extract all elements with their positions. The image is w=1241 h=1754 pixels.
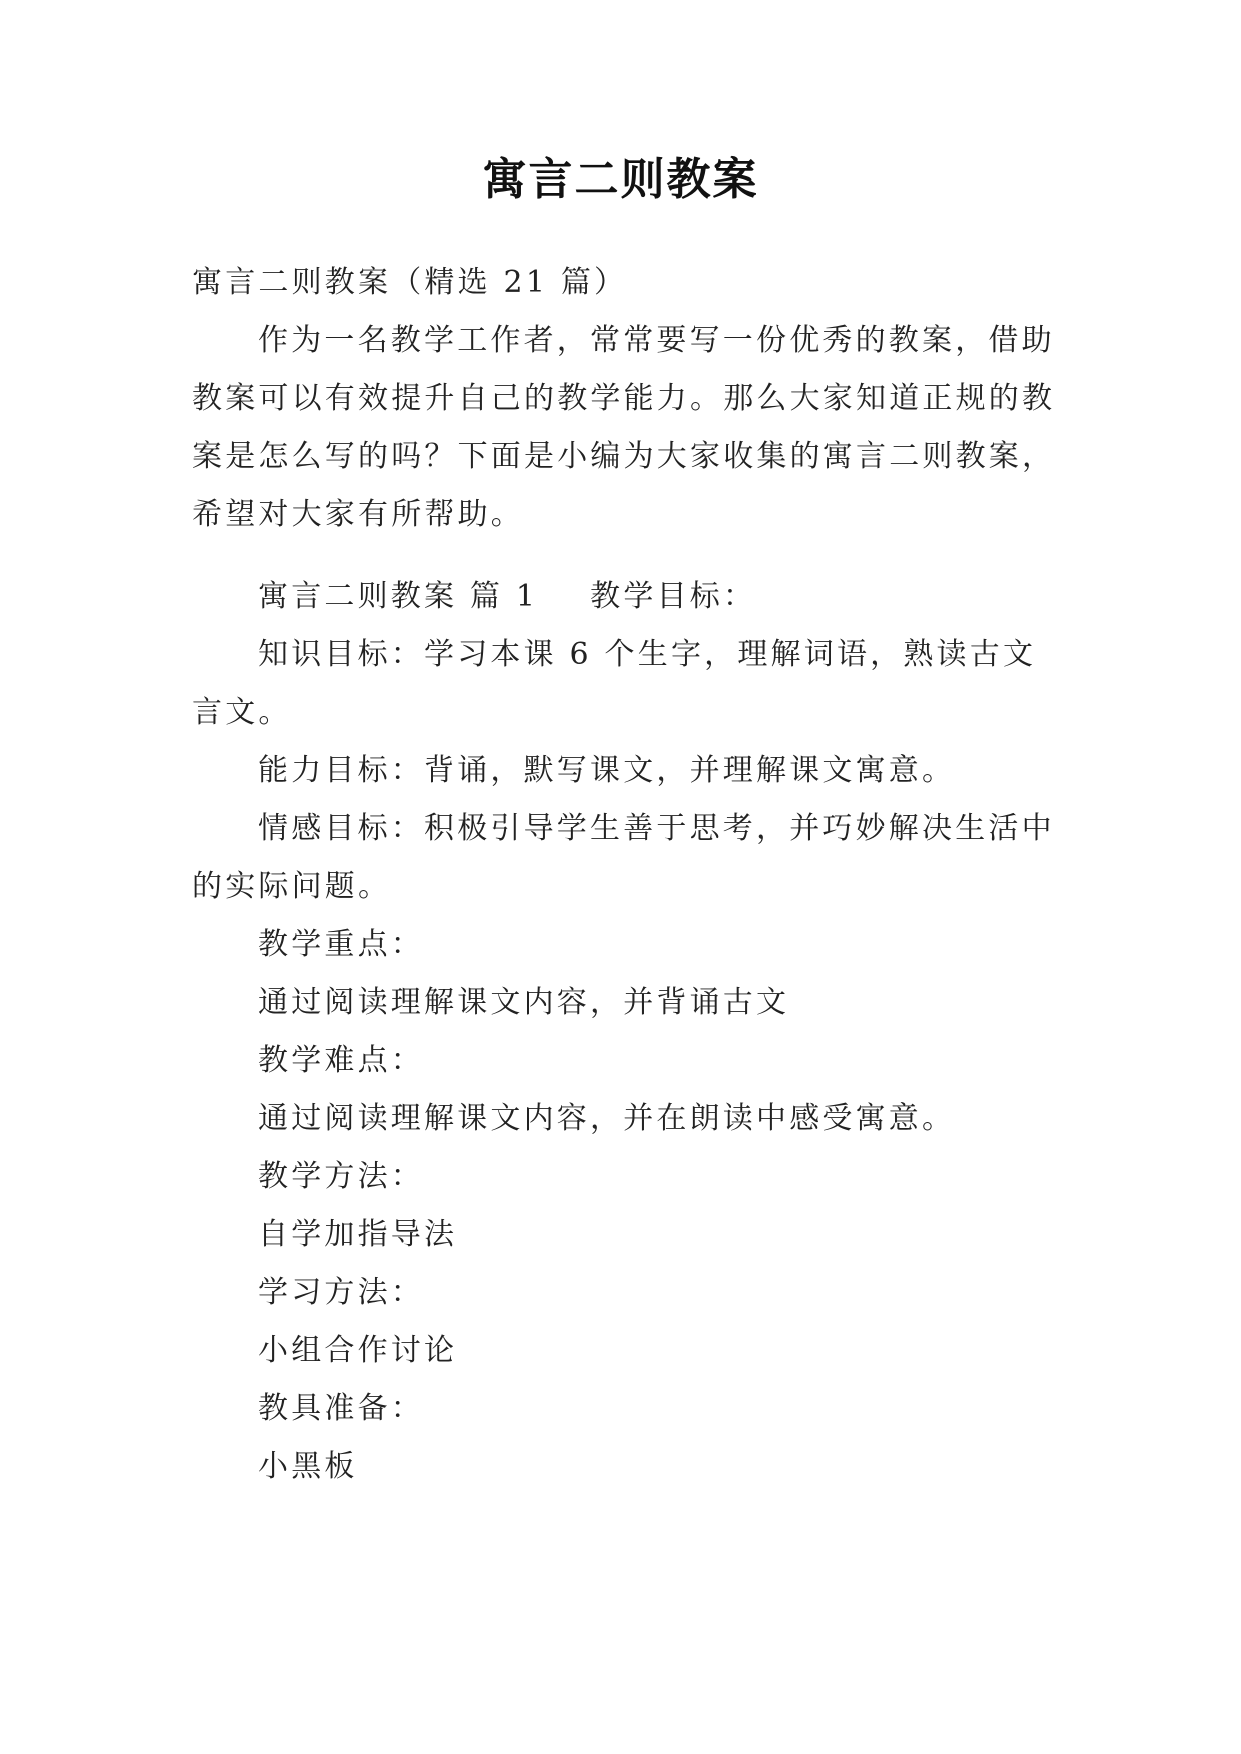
section-1: [192, 568, 1062, 1496]
subtitle: 寓言二则教案（精选 21 篇）: [192, 265, 628, 300]
method-label: 教学方法：: [258, 1159, 424, 1194]
knowledge-goal: 知识目标：学习本课 6 个生字，理解词语，熟读古文言文。: [192, 637, 1037, 730]
learning-label: 学习方法：: [258, 1275, 424, 1310]
intro-paragraph: 作为一名教学工作者，常常要写一份优秀的教案，借助教案可以有效提升自己的教学能力。那么大家知道正规的教案是怎么写的吗？下面是小编为大家收集的寓言二则教案，希望对大家有所帮助。: [192, 323, 1056, 532]
document-title: 寓言二则教案: [482, 154, 759, 205]
ability-goal: 能力目标：背诵，默写课文，并理解课文寓意。: [258, 753, 956, 788]
teaching-goals-label: 教学目标：: [590, 579, 757, 614]
learning: 小组合作讨论: [258, 1333, 458, 1368]
tools-label: 教具准备：: [258, 1391, 424, 1426]
section-title: 寓言二则教案 篇 1: [258, 579, 539, 614]
key-points-label: 教学重点：: [258, 927, 424, 962]
difficulty-label: 教学难点：: [258, 1043, 424, 1078]
document-body: [192, 254, 1062, 544]
emotion-goal: 情感目标：积极引导学生善于思考，并巧妙解决生活中的实际问题。: [192, 811, 1055, 904]
difficulty: 通过阅读理解课文内容，并在朗读中感受寓意。: [258, 1101, 956, 1136]
key-points: 通过阅读理解课文内容，并背诵古文: [258, 985, 790, 1020]
tools: 小黑板: [258, 1449, 358, 1484]
method: 自学加指导法: [258, 1217, 458, 1252]
section-heading: [192, 568, 1062, 626]
